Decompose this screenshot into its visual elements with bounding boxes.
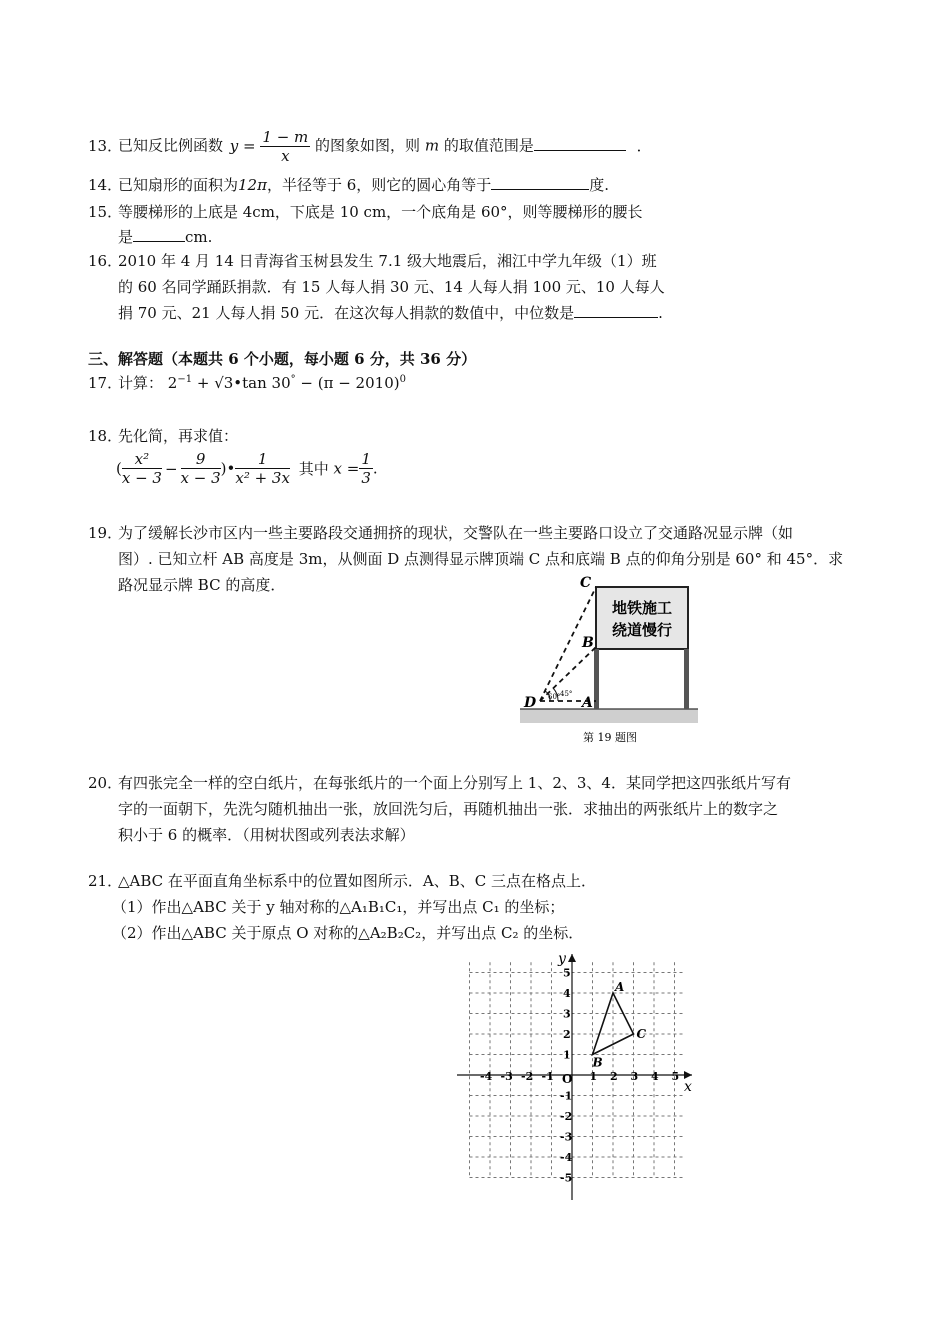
y-tick-label: 5 (563, 966, 571, 980)
x-tick-label: -3 (500, 1070, 513, 1083)
y-tick-label: 1 (563, 1048, 571, 1062)
x-tick-label: 3 (630, 1070, 639, 1083)
question-text: 有四张完全一样的空白纸片，在每张纸片的一个面上分别写上 1、2、3、4．某同学把这四张纸片写有 (118, 774, 791, 792)
angle-label-45: 45° (560, 690, 573, 698)
x-tick-label: 5 (671, 1070, 680, 1083)
fraction-denominator: x − 3 (180, 469, 221, 487)
question-number: 14． (88, 176, 123, 194)
label-B: B (582, 635, 594, 651)
fraction-denominator: 3 (361, 469, 371, 487)
question-text: 度. (589, 176, 610, 194)
label-C: C (580, 575, 592, 591)
x-tick-labels (480, 1070, 679, 1083)
y-tick-label: -4 (560, 1151, 573, 1164)
question-text: 2010 年 4 月 14 日青海省玉树县发生 7.1 级大地震后，湘江中学九年级（1）班 (118, 252, 657, 270)
question-17 (88, 372, 406, 393)
question-number: 20． (88, 774, 123, 792)
question-text: △ABC 在平面直角坐标系中的位置如图所示．A、B、C 三点在格点上． (118, 872, 597, 890)
answer-blank[interactable] (491, 174, 589, 190)
question-text: 的图象如图，则 (315, 136, 421, 155)
question-18 (88, 425, 238, 446)
question-part-2: （2）作出△ABC 关于原点 O 对称的△A₂B₂C₂，并写出点 C₂ 的坐标． (112, 924, 584, 942)
answer-blank[interactable] (133, 226, 185, 242)
answer-blank[interactable] (574, 302, 658, 318)
question-text: 图）. 已知立杆 AB 高度是 3m，从侧面 D 点测得显示牌顶端 C 点和底端 B 点的仰角分别是 60° 和 45°．求 (118, 550, 844, 568)
question-text: 等腰梯形的上底是 4cm，下底是 10 cm，一个底角是 60°，则等腰梯形的腰长 (118, 203, 643, 221)
x-tick-label: 4 (651, 1070, 659, 1083)
ground (520, 709, 698, 723)
fraction-numerator: 1 (361, 450, 371, 468)
x-tick-label: -4 (480, 1070, 493, 1083)
question-text: ，半径等于 6，则它的圆心角等于 (266, 176, 492, 194)
expression: − (π − 2010) (295, 374, 400, 392)
origin-label: O (562, 1072, 573, 1086)
exponent: 0 (399, 374, 406, 385)
fraction-denominator: x (281, 147, 290, 165)
question-text: 已知扇形的面积为 (118, 176, 239, 194)
x-tick-label: 1 (589, 1070, 598, 1083)
y-axis-label: y (558, 951, 566, 967)
question-text: 计算： (118, 374, 164, 392)
question-19 (88, 520, 843, 598)
punctuation: ． (636, 136, 652, 155)
paren-open: ( (116, 459, 122, 478)
question-text: 其中 (298, 460, 329, 478)
y-tick-label: 3 (563, 1007, 571, 1021)
fraction-numerator: 1 − m (262, 128, 309, 146)
question-number: 15． (88, 203, 123, 221)
question-20 (88, 770, 791, 848)
question-13 (88, 128, 652, 165)
question-part-1: （1）作出△ABC 关于 y 轴对称的△A₁B₁C₁，并写出点 C₁ 的坐标； (112, 898, 565, 916)
sign-board (596, 587, 688, 649)
fraction (260, 128, 310, 165)
question-16 (88, 248, 665, 326)
y-axis-arrow (568, 954, 576, 962)
question-number: 18． (88, 427, 123, 445)
question-number: 17． (88, 374, 123, 392)
exponent: −1 (177, 374, 193, 385)
point-B-label: B (592, 1055, 603, 1070)
label-A: A (582, 695, 593, 711)
variable-m: m (424, 136, 440, 155)
question-21 (88, 868, 596, 946)
fraction-denominator: x² + 3x (235, 469, 290, 487)
punctuation: . (658, 304, 663, 322)
x-axis-arrow (684, 1071, 692, 1079)
question-number: 16． (88, 252, 123, 270)
y-tick-label: -3 (560, 1130, 573, 1144)
punctuation: . (372, 459, 378, 478)
y-tick-label: -2 (560, 1110, 573, 1123)
sign-text-line2: 绕道慢行 (611, 621, 673, 639)
question-text: 捐 70 元、21 人每人捐 50 元．在这次每人捐款的数值中，中位数是 (118, 304, 575, 322)
figure-caption: 第 19 题图 (583, 731, 637, 744)
label-D: D (524, 695, 537, 711)
y-tick-label: 2 (563, 1028, 571, 1041)
point-C-label: C (636, 1027, 647, 1041)
degree-mark: ° (290, 374, 296, 385)
point-A-label: A (615, 980, 625, 994)
x-tick-label: -1 (541, 1070, 554, 1083)
pole-left (594, 649, 599, 709)
question-text: 字的一面朝下，先洗匀随机抽出一张，放回洗匀后，再随机抽出一张．求抽出的两张纸片上的数字之 (118, 800, 779, 818)
question-text: 已知反比例函数 (118, 136, 224, 155)
question-number: 21． (88, 872, 123, 890)
section-title: 三、解答题（本题共 6 个小题，每小题 6 分，共 36 分） (88, 350, 477, 368)
question-text: cm. (185, 228, 213, 246)
angle-label-60: 60° (548, 693, 561, 701)
question-text: 的 60 名同学踊跃捐款．有 15 人每人捐 30 元、14 人每人捐 100 元、10 人每人 (118, 278, 665, 296)
question-text: 积小于 6 的概率．（用树状图或列表法求解） (118, 826, 415, 844)
formula-lhs: y = (229, 136, 256, 155)
sign-text-line1: 地铁施工 (611, 599, 673, 617)
fraction (181, 450, 221, 487)
pole-right (684, 649, 689, 709)
question-text: 是 (118, 228, 134, 246)
paren-close: )• (220, 459, 236, 478)
fraction (235, 450, 290, 487)
answer-blank[interactable] (534, 135, 626, 151)
y-tick-label: 4 (563, 987, 571, 1000)
question-text: 的取值范围是 (443, 136, 534, 155)
x-tick-label: -2 (521, 1070, 534, 1083)
x-axis-label: x (684, 1079, 692, 1095)
x-tick-label: 2 (610, 1070, 618, 1083)
fraction-denominator: x − 3 (121, 469, 162, 487)
fraction (122, 450, 162, 487)
question-text: 先化简，再求值： (118, 427, 239, 445)
traffic-sign-figure (510, 575, 705, 750)
fraction-numerator: 9 (181, 450, 221, 469)
expression: + √3•tan 30 (192, 374, 291, 392)
question-number: 13． (88, 136, 123, 155)
fraction (359, 450, 373, 487)
coordinate-grid-figure (452, 950, 702, 1210)
question-text: 路况显示牌 BC 的高度． (118, 576, 286, 594)
question-15 (88, 200, 643, 250)
fraction-numerator: 1 (235, 450, 290, 469)
question-text: 为了缓解长沙市区内一些主要路段交通拥挤的现状，交警队在一些主要路口设立了交通路况显示牌（如 (118, 524, 794, 542)
fraction-numerator: x² (122, 450, 162, 469)
y-tick-label: -5 (560, 1171, 573, 1185)
formula: 12π (238, 176, 267, 194)
formula-lhs: x = (333, 459, 360, 478)
minus-sign: − (164, 459, 178, 478)
y-tick-label: -1 (560, 1089, 573, 1103)
question-18-expression (116, 450, 378, 487)
expression: 2 (167, 374, 178, 392)
question-number: 19． (88, 524, 123, 542)
question-14 (88, 174, 609, 195)
